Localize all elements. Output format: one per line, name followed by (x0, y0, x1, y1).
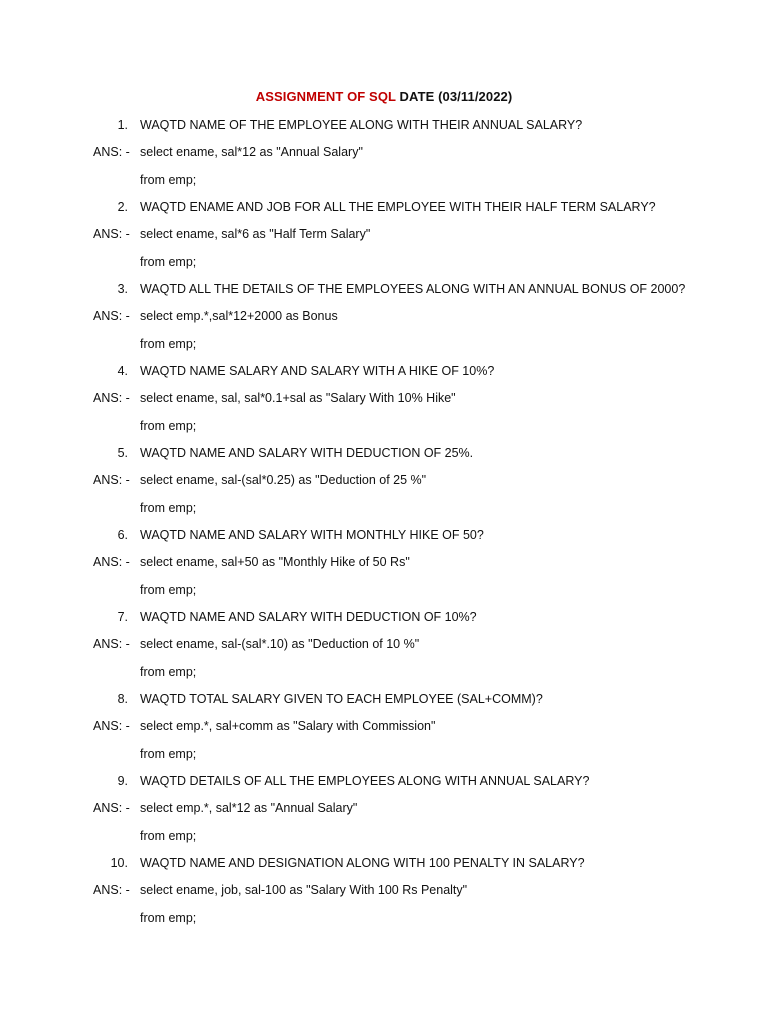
answer-label: ANS: - (93, 883, 130, 897)
answer-query: select ename, sal*12 as "Annual Salary" (140, 145, 363, 159)
answer-from-clause: from emp; (140, 583, 197, 597)
answer-from-clause: from emp; (140, 173, 197, 187)
question-number: 9. (117, 774, 128, 788)
answer-from-clause: from emp; (140, 829, 197, 843)
answer-from-clause: from emp; (140, 337, 197, 351)
answer-from-clause: from emp; (140, 747, 197, 761)
question-number: 3. (117, 282, 128, 296)
answer-label: ANS: - (93, 637, 130, 651)
question-number: 4. (117, 364, 128, 378)
qa-item (0, 280, 768, 362)
question-answer-list (0, 116, 768, 936)
qa-item (0, 198, 768, 280)
answer-label: ANS: - (93, 309, 130, 323)
question-text: WAQTD NAME SALARY AND SALARY WITH A HIKE OF 10%? (140, 364, 495, 378)
answer-from-clause: from emp; (140, 255, 197, 269)
question-text: WAQTD DETAILS OF ALL THE EMPLOYEES ALONG WITH ANNUAL SALARY? (140, 774, 590, 788)
answer-label: ANS: - (93, 145, 130, 159)
question-number: 1. (117, 118, 128, 132)
title-date: DATE (03/11/2022) (395, 89, 513, 104)
question-text: WAQTD ALL THE DETAILS OF THE EMPLOYEES ALONG WITH AN ANNUAL BONUS OF 2000? (140, 282, 686, 296)
qa-item (0, 362, 768, 444)
qa-item (0, 116, 768, 198)
answer-query: select ename, sal, sal*0.1+sal as "Salary With 10% Hike" (140, 391, 456, 405)
qa-item (0, 444, 768, 526)
answer-label: ANS: - (93, 473, 130, 487)
answer-query: select ename, job, sal-100 as "Salary With 100 Rs Penalty" (140, 883, 468, 897)
question-number: 10. (110, 856, 128, 870)
title-assignment: ASSIGNMENT OF SQL (255, 89, 396, 104)
question-text: WAQTD NAME AND SALARY WITH MONTHLY HIKE OF 50? (140, 528, 484, 542)
question-number: 7. (117, 610, 128, 624)
answer-label: ANS: - (93, 227, 130, 241)
answer-query: select ename, sal+50 as "Monthly Hike of 50 Rs" (140, 555, 410, 569)
answer-label: ANS: - (93, 555, 130, 569)
answer-query: select ename, sal*6 as "Half Term Salary" (140, 227, 371, 241)
question-text: WAQTD NAME AND SALARY WITH DEDUCTION OF 10%? (140, 610, 477, 624)
question-number: 5. (117, 446, 128, 460)
answer-query: select emp.*, sal*12 as "Annual Salary" (140, 801, 358, 815)
question-text: WAQTD NAME AND DESIGNATION ALONG WITH 100 PENALTY IN SALARY? (140, 856, 585, 870)
answer-query: select emp.*, sal+comm as "Salary with Commission" (140, 719, 436, 733)
question-text: WAQTD ENAME AND JOB FOR ALL THE EMPLOYEE WITH THEIR HALF TERM SALARY? (140, 200, 656, 214)
answer-query: select emp.*,sal*12+2000 as Bonus (140, 309, 338, 323)
question-number: 6. (117, 528, 128, 542)
page-title (0, 88, 768, 106)
answer-from-clause: from emp; (140, 911, 197, 925)
question-text: WAQTD NAME OF THE EMPLOYEE ALONG WITH THEIR ANNUAL SALARY? (140, 118, 583, 132)
qa-item (0, 854, 768, 936)
qa-item (0, 608, 768, 690)
answer-from-clause: from emp; (140, 665, 197, 679)
qa-item (0, 772, 768, 854)
question-number: 2. (117, 200, 128, 214)
answer-from-clause: from emp; (140, 419, 197, 433)
answer-label: ANS: - (93, 801, 130, 815)
question-number: 8. (117, 692, 128, 706)
question-text: WAQTD TOTAL SALARY GIVEN TO EACH EMPLOYEE (SAL+COMM)? (140, 692, 543, 706)
answer-query: select ename, sal-(sal*0.25) as "Deduction of 25 %" (140, 473, 427, 487)
answer-label: ANS: - (93, 719, 130, 733)
answer-from-clause: from emp; (140, 501, 197, 515)
question-text: WAQTD NAME AND SALARY WITH DEDUCTION OF 25%. (140, 446, 474, 460)
qa-item (0, 690, 768, 772)
answer-query: select ename, sal-(sal*.10) as "Deduction of 10 %" (140, 637, 420, 651)
qa-item (0, 526, 768, 608)
answer-label: ANS: - (93, 391, 130, 405)
